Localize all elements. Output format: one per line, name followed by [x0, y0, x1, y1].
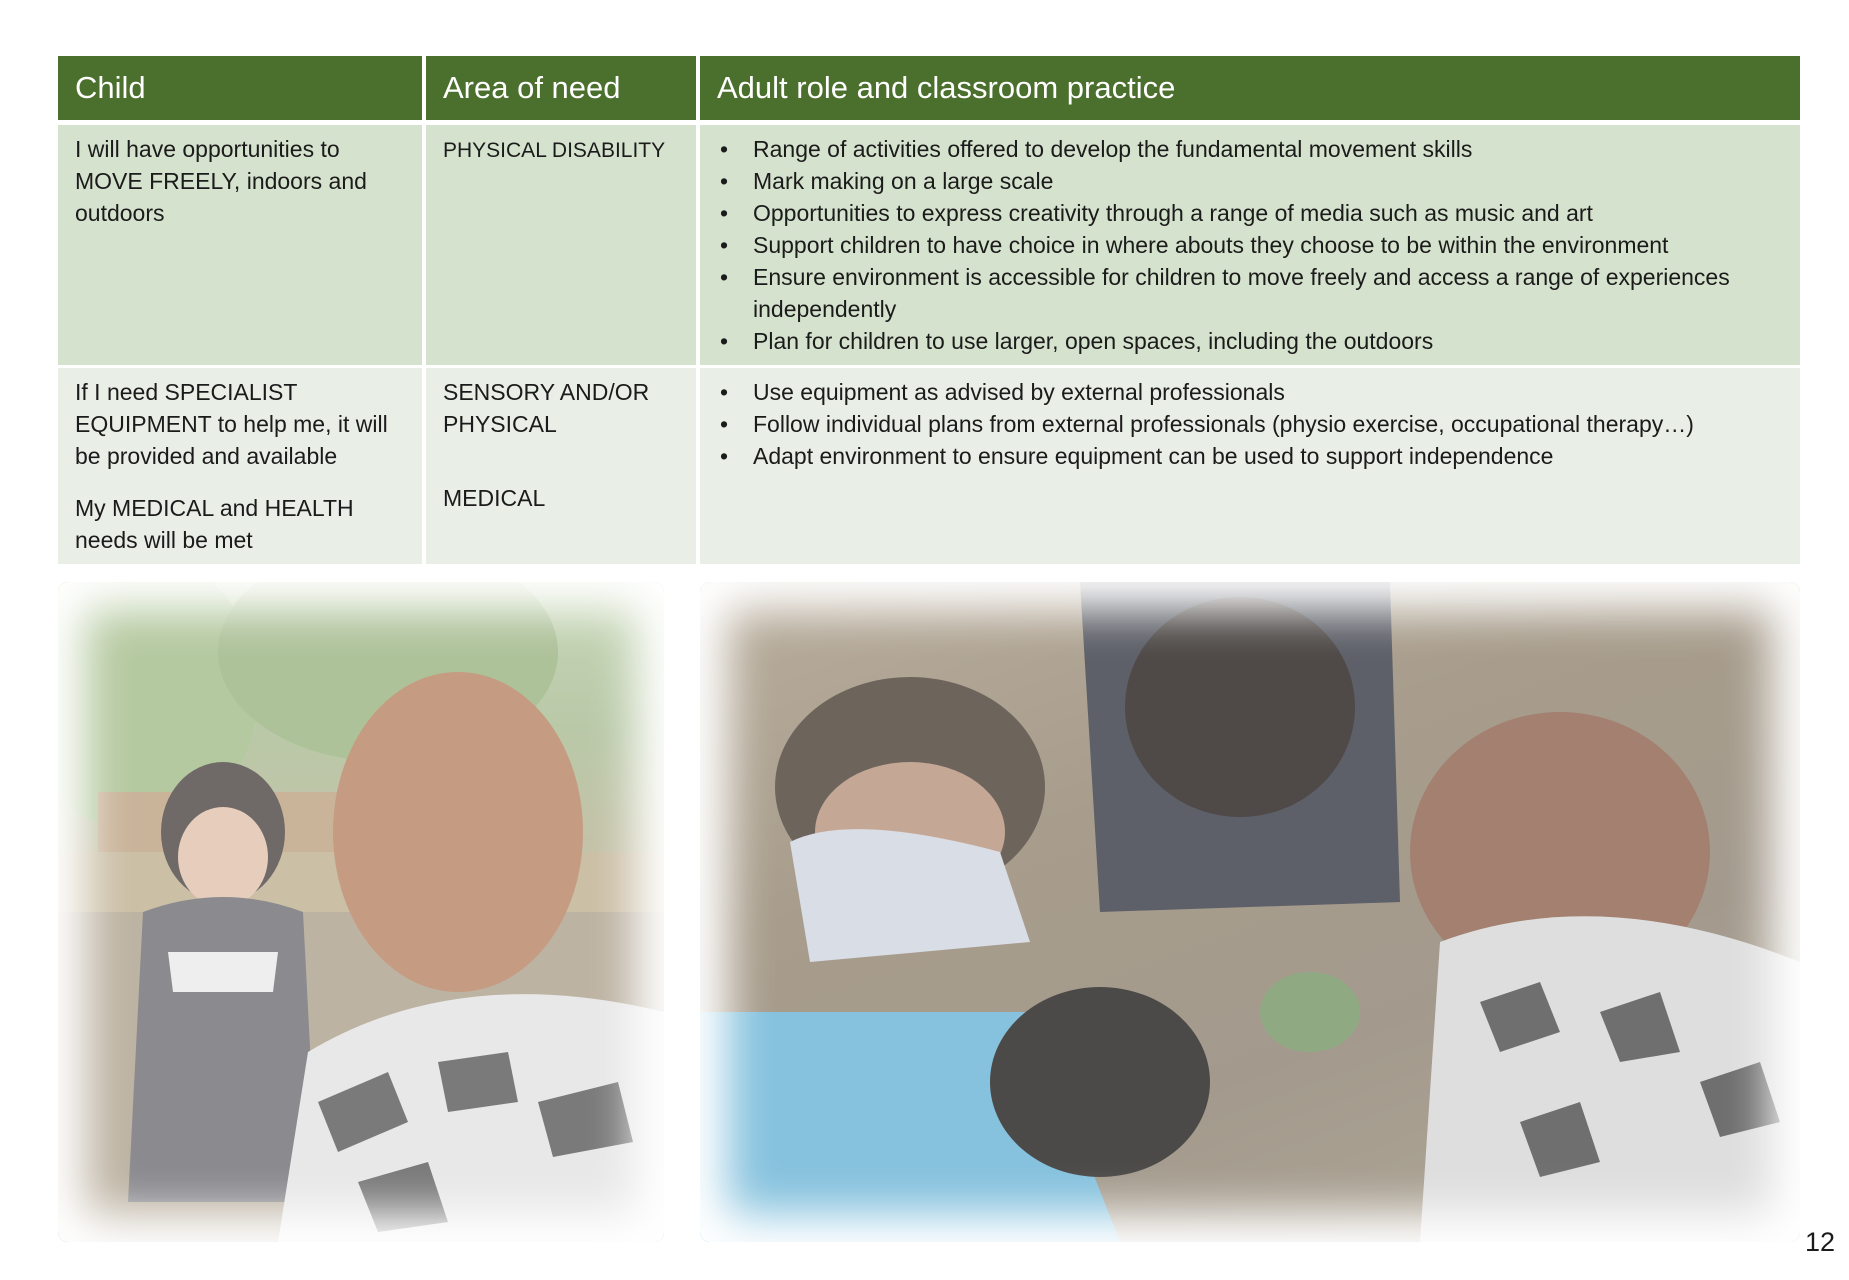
table-row — [58, 125, 1800, 368]
needs-table — [58, 56, 1800, 564]
practice-item: • Follow individual plans from external professionals (physio exercise, occupational therapy…) — [717, 408, 1788, 440]
header-area-of-need: Area of need — [426, 56, 700, 125]
header-child: Child — [58, 56, 426, 125]
area-cell — [426, 125, 700, 368]
practice-item: • Mark making on a large scale — [717, 165, 1788, 197]
practice-cell — [700, 125, 1800, 368]
practice-list — [717, 133, 1788, 357]
table-header-row — [58, 56, 1800, 125]
area-cell — [426, 368, 700, 564]
practice-item: • Plan for children to use larger, open spaces, including the outdoors — [717, 325, 1788, 357]
practice-item: • Opportunities to express creativity through a range of media such as music and art — [717, 197, 1788, 229]
area-of-need-label: MEDICAL — [443, 485, 546, 511]
practice-item: • Use equipment as advised by external professionals — [717, 376, 1788, 408]
child-statement: If I need SPECIALIST EQUIPMENT to help me, it will be provided and available — [75, 379, 388, 469]
practice-item: • Support children to have choice in where abouts they choose to be within the environment — [717, 229, 1788, 261]
area-of-need-label: PHYSICAL DISABILITY — [443, 139, 666, 162]
child-cell — [58, 368, 426, 564]
practice-cell — [700, 368, 1800, 564]
table-row — [58, 368, 1800, 564]
practice-item: • Ensure environment is accessible for children to move freely and access a range of experiences independently — [717, 261, 1788, 325]
child-statement: I will have opportunities to MOVE FREELY, indoors and outdoors — [75, 136, 367, 226]
photo-child-and-adult — [58, 582, 664, 1242]
header-adult-role: Adult role and classroom practice — [700, 56, 1800, 125]
practice-item: • Range of activities offered to develop the fundamental movement skills — [717, 133, 1788, 165]
photo-children-exploring-leaves — [700, 582, 1800, 1242]
page-number: 12 — [1804, 1227, 1835, 1257]
photo-right-illustration — [700, 582, 1800, 1242]
photo-left-illustration — [58, 582, 664, 1242]
child-cell — [58, 125, 426, 368]
area-of-need-label: SENSORY AND/OR PHYSICAL — [443, 379, 650, 437]
child-statement: My MEDICAL and HEALTH needs will be met — [75, 495, 354, 553]
practice-item: • Adapt environment to ensure equipment can be used to support independence — [717, 440, 1788, 472]
practice-list — [717, 376, 1788, 472]
